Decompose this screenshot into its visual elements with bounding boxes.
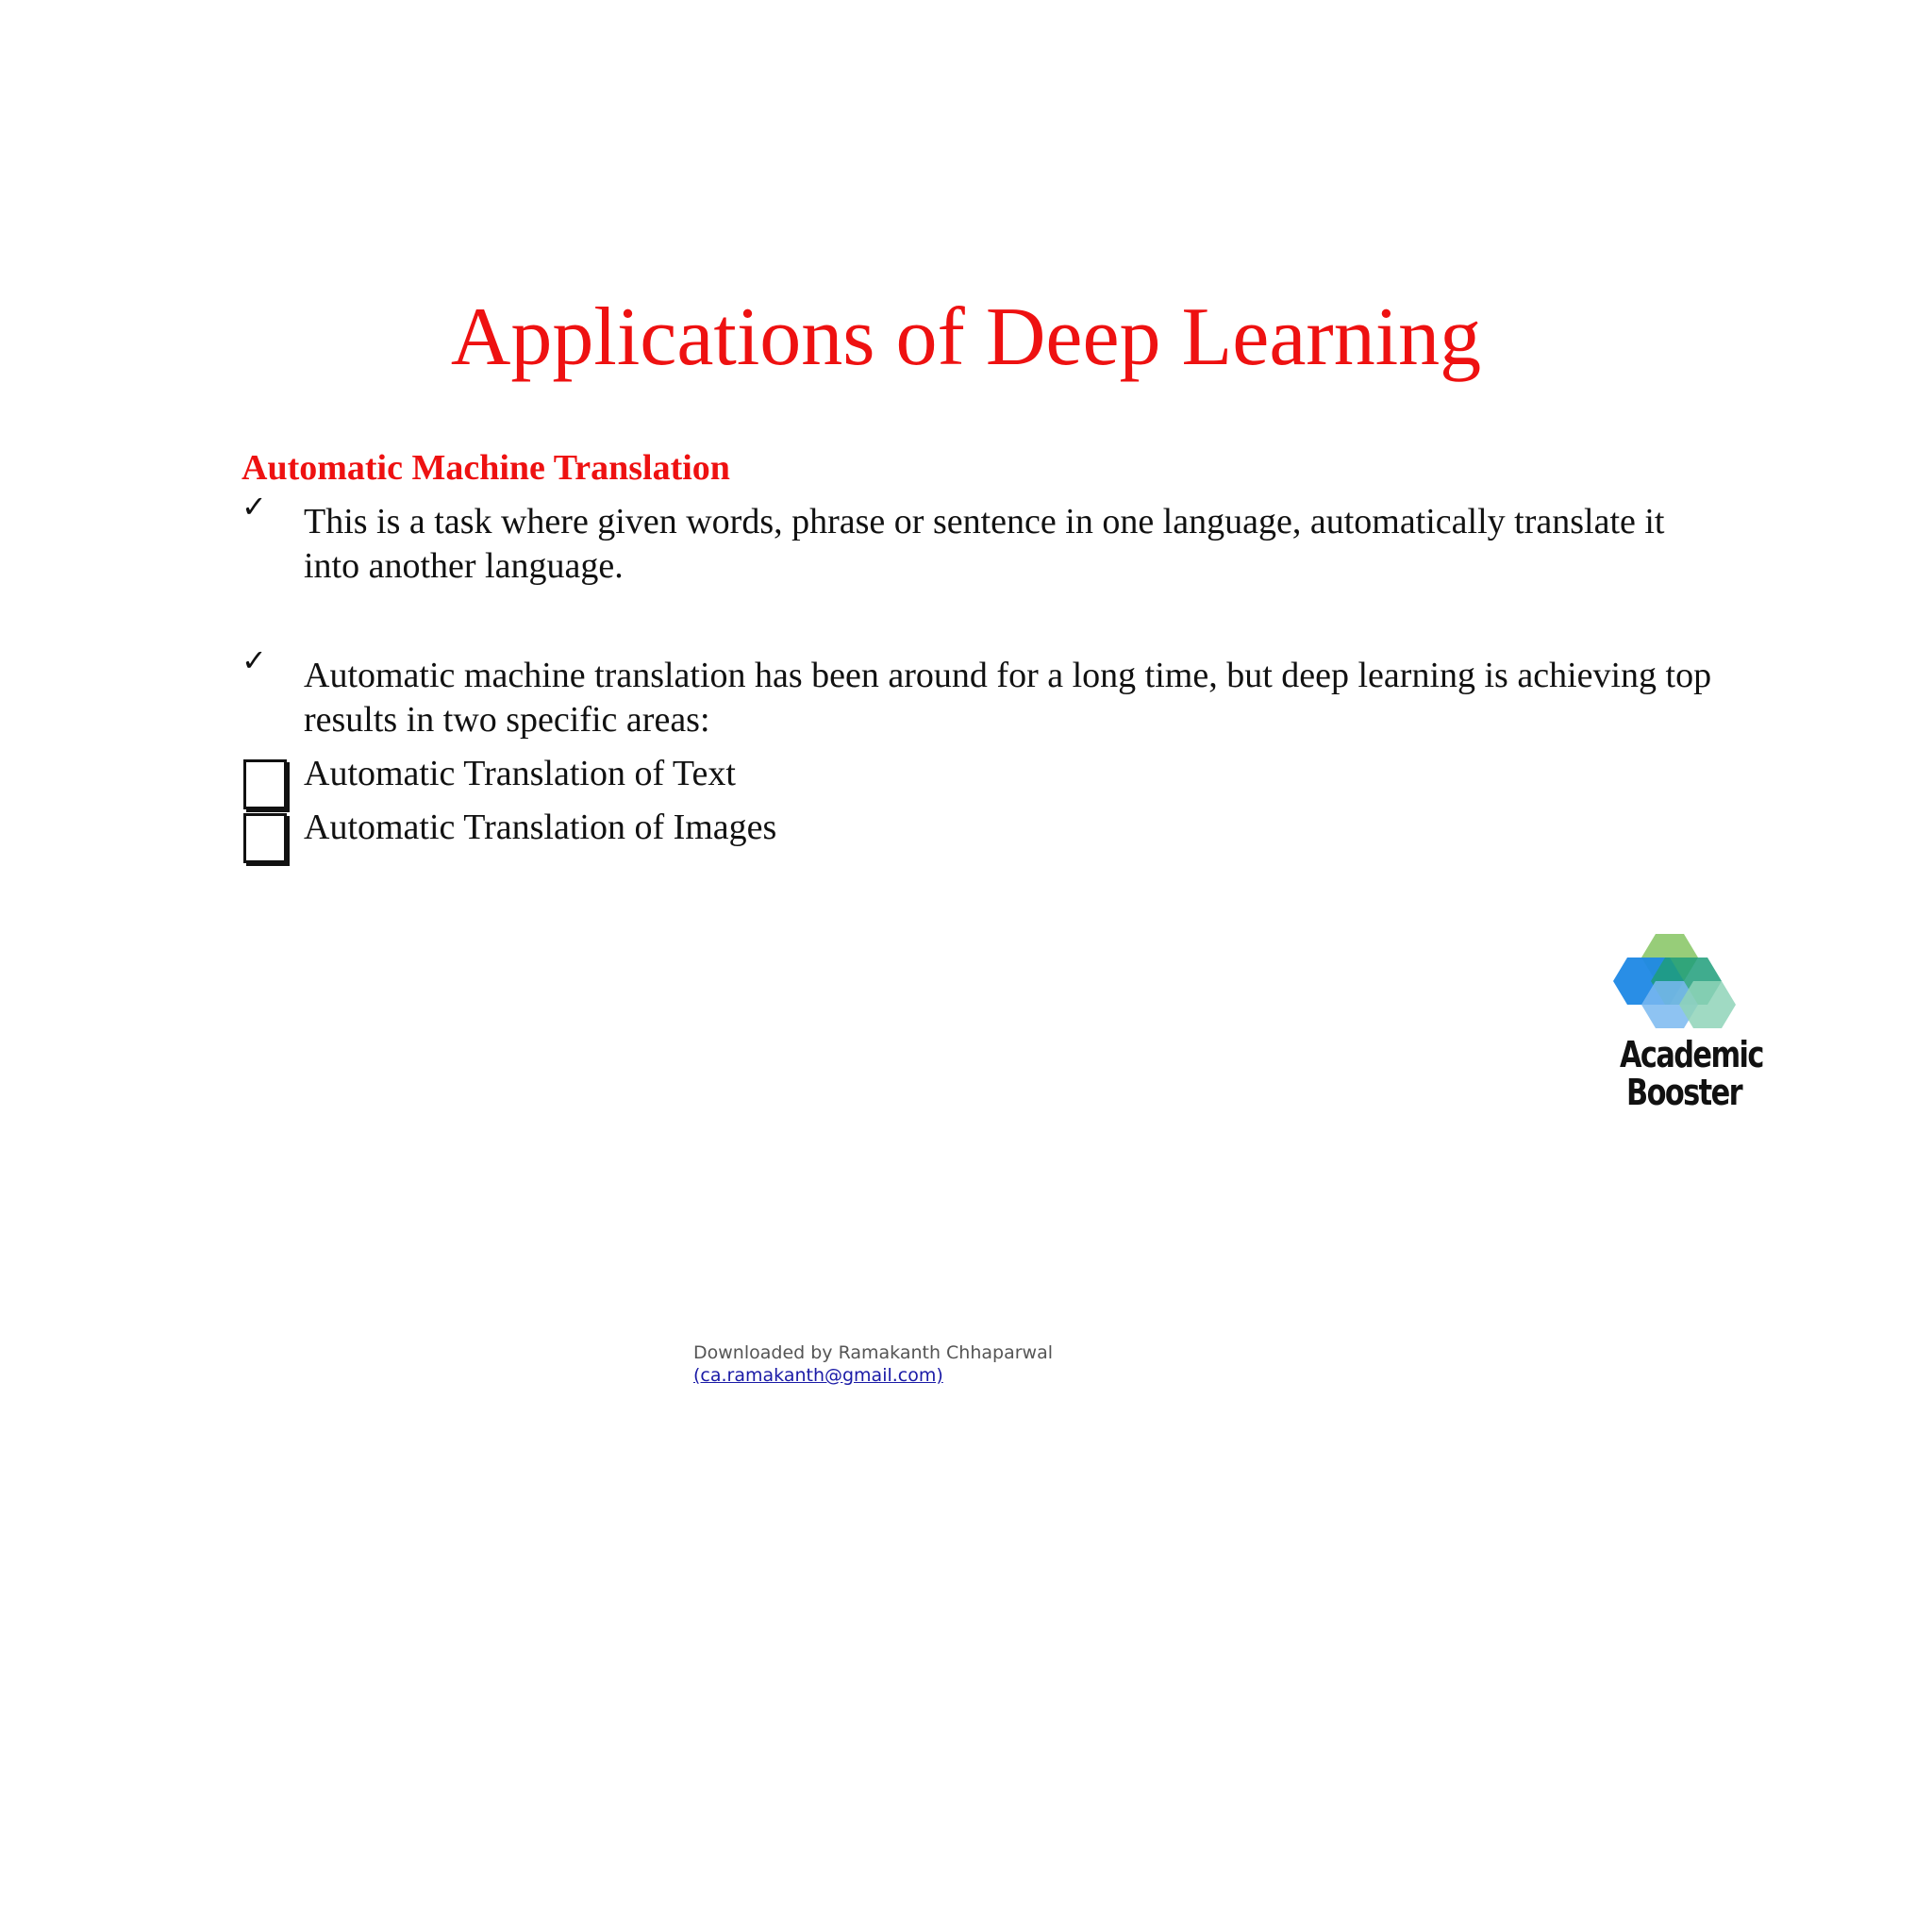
downloaded-by-text: Downloaded by Ramakanth Chhaparwal [693,1342,1054,1363]
bullet-text: Automatic machine translation has been around for a long time, but deep learning is achieving top results in two specific areas: [304,656,1712,740]
email-link[interactable]: (ca.ramakanth@gmail.com) [693,1365,943,1386]
logo-hexagon-icon [1604,934,1764,1038]
sub-bullet-text: Automatic Translation of Text [304,754,736,793]
checkbox-icon [243,759,287,809]
checkbox-icon [243,813,287,863]
checkmark-icon: ✓ [242,642,267,678]
logo-line1: Academic [1620,1034,1763,1075]
download-footer [693,1341,1053,1387]
logo-text [1620,1034,1763,1113]
section-heading: Automatic Machine Translation [242,448,730,488]
logo-line2: Booster [1626,1072,1741,1113]
bullet-text: This is a task where given words, phrase or sentence in one language, automatically translate it into another language. [304,502,1665,586]
slide-title: Applications of Deep Learning [450,291,1482,383]
academic-booster-logo [1604,934,1764,1123]
checkmark-icon: ✓ [242,489,267,525]
sub-bullet-text: Automatic Translation of Images [304,808,777,847]
